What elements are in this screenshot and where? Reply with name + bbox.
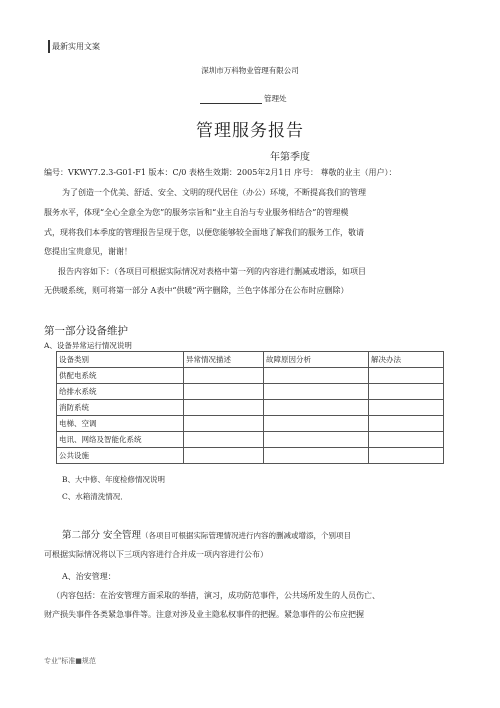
table-cell-category: 电梯、空调	[57, 416, 184, 432]
intro-line: 为了创造一个优美、舒适、安全、文明的现代居住（办公）环境，不断提高我们的管理	[62, 188, 366, 197]
report-note-line: 报告内容如下：（各项目可根据实际情况对表格中第一列的内容进行删减或增添，如项目	[58, 267, 366, 276]
table-row	[57, 432, 444, 448]
intro-line: 式，现将我们本季度的管理报告呈现于您，以便您能够较全面地了解我们的服务工作，敬请	[44, 228, 364, 237]
table-header-cell: 解决办法	[369, 352, 444, 368]
table-cell-category: 供配电系统	[57, 368, 184, 384]
table-cell	[184, 400, 264, 416]
company-name: 深圳市万科物业管理有限公司	[201, 66, 299, 75]
table-cell	[184, 368, 264, 384]
table-row	[57, 368, 444, 384]
table-cell-category: 公共设施	[57, 448, 184, 464]
part2-body-line: 财产损失事件各类紧急事件等。注意对涉及业主隐私权事件的把握。紧急事件的公布应把握	[44, 610, 364, 619]
part2-body-line: （内容包括：在治安管理方面采取的举措，演习，成功防范事件，公共场所发生的人员伤亡、	[52, 591, 380, 600]
table-header-row	[57, 352, 444, 368]
meta-line: 编号：VKWY7.2.3-G01-F1 版本：C/0 表格生效期：2005年2月1日 序号： 尊敬的业主（用户）：	[44, 168, 397, 177]
document-title: 管理服务报告	[196, 121, 304, 141]
part2-note: （各项目可根据实际管理情况进行内容的删减或增添，个别项目	[141, 531, 352, 540]
table-cell-category: 电讯、网络及智能化系统	[57, 432, 184, 448]
table-cell	[264, 368, 369, 384]
table-cell	[369, 368, 444, 384]
table-row	[57, 400, 444, 416]
table-cell	[184, 384, 264, 400]
table-cell-category: 给排水系统	[57, 384, 184, 400]
department-suffix: 管理处	[264, 94, 287, 103]
part1-item-b: B、大中修、年度检修情况说明	[62, 475, 166, 484]
table-cell	[369, 400, 444, 416]
table-header-cell: 异常情况描述	[184, 352, 264, 368]
footer-text: 专业"标准■规范	[44, 657, 96, 665]
report-note-line: 无供暖系统，则可将第一部分 A表中“供暖”两字删除，兰色字体部分在公布时应删除）	[44, 286, 349, 295]
header-bar	[48, 40, 50, 53]
table-cell	[264, 400, 369, 416]
part1-item-c: C、水箱清洗情况．	[62, 492, 128, 501]
department-line	[200, 93, 287, 104]
table-cell-category: 消防系统	[57, 400, 184, 416]
equipment-table	[56, 351, 444, 464]
table-cell	[184, 448, 264, 464]
intro-line: 您提出宝贵意见，谢谢！	[44, 247, 132, 256]
part1-title: 第一部分设备维护	[44, 325, 128, 337]
part1-caption: A、设备异常运行情况说明	[44, 341, 132, 350]
table-cell	[369, 448, 444, 464]
table-cell	[184, 416, 264, 432]
table-cell	[184, 432, 264, 448]
table-header-cell: 故障原因分析	[264, 352, 369, 368]
table-row	[57, 384, 444, 400]
part2-note-line: 可根据实际情况将以下三项内容进行合并成一项内容进行公布）	[44, 550, 268, 559]
part2-item-a: A、治安管理：	[62, 572, 116, 581]
table-cell	[369, 416, 444, 432]
part2-title: 第二部分 安全管理	[62, 530, 142, 541]
table-header-cell: 设备类别	[57, 352, 184, 368]
table-cell	[264, 448, 369, 464]
table-row	[57, 448, 444, 464]
header-label: 最新实用文案	[52, 42, 100, 51]
table-cell	[264, 416, 369, 432]
blank-underline	[200, 95, 262, 104]
table-cell	[369, 432, 444, 448]
intro-line: 服务水平，体现“全心全意全为您”的服务宗旨和“业主自治与专业服务相结合”的管理模	[44, 208, 349, 217]
document-subtitle: 年第季度	[270, 152, 310, 163]
table-cell	[369, 384, 444, 400]
table-cell	[264, 384, 369, 400]
part2-heading	[62, 527, 351, 541]
table-row	[57, 416, 444, 432]
table-cell	[264, 432, 369, 448]
